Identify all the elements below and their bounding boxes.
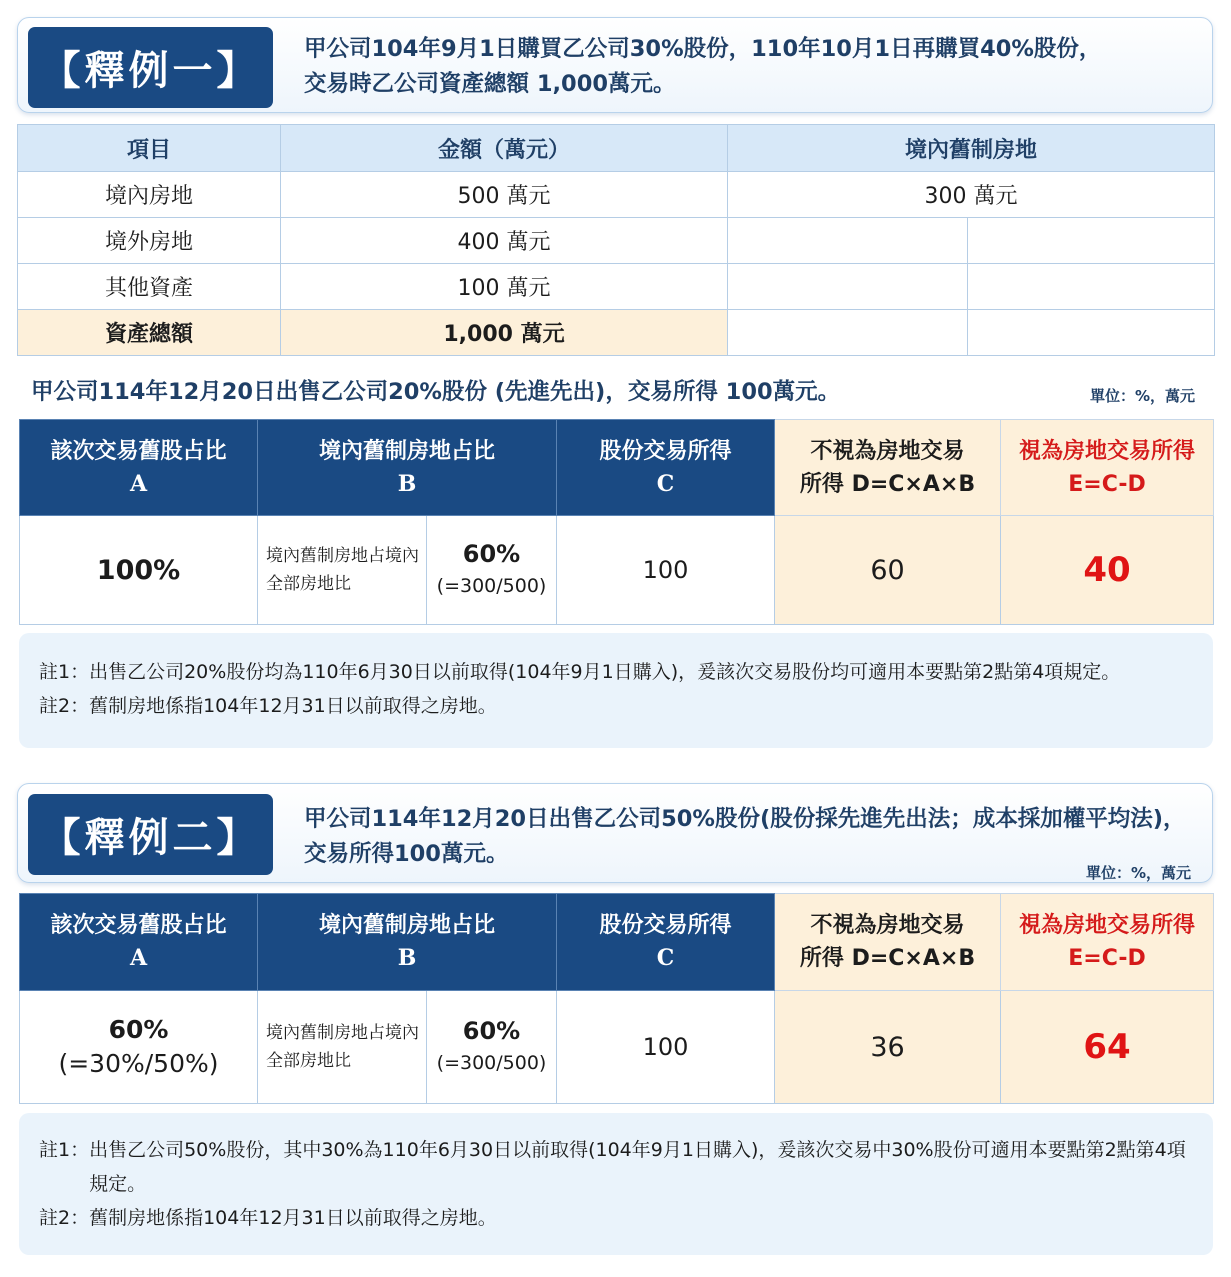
note-label: 註2： (39, 1207, 90, 1229)
header-a (20, 420, 258, 516)
header-d-label: 不視為房地交易 (810, 438, 965, 464)
value-b-calc: (=300/500) (436, 1052, 547, 1074)
header-e (1001, 420, 1214, 516)
note-label: 註2： (39, 695, 90, 717)
table-row (20, 516, 1214, 625)
asset-amount: 100 萬元 (281, 264, 728, 310)
note-line (39, 655, 1197, 689)
value-a-pct: 60% (108, 1015, 169, 1044)
header-a-symbol: A (129, 470, 148, 497)
header-e-formula: E=C-D (1068, 946, 1146, 971)
asset-empty (968, 310, 1215, 356)
header-c-label: 股份交易所得 (599, 913, 732, 938)
value-b-desc: 境內舊制房地占境內全部房地比 (258, 516, 427, 625)
value-b-calc: (=300/500) (436, 575, 547, 597)
calc-header-row (20, 894, 1214, 991)
example1-calc-table (19, 419, 1214, 625)
asset-old (728, 218, 968, 264)
example1-description (304, 32, 1202, 102)
asset-header-amount: 金額（萬元） (281, 125, 728, 172)
example2-badge: 【釋例二】 (28, 794, 273, 875)
value-b-pct: 60% (462, 1017, 521, 1045)
note-line (39, 1133, 1197, 1201)
table-row (18, 264, 1215, 310)
asset-old (728, 264, 968, 310)
value-e: 64 (1001, 991, 1214, 1104)
value-e: 40 (1001, 516, 1214, 625)
header-c-symbol: C (656, 470, 675, 497)
example1-notes (19, 633, 1213, 748)
value-b (427, 516, 557, 625)
example1-header (17, 17, 1213, 113)
asset-old (728, 310, 968, 356)
example2-unit-label: 單位：%，萬元 (1086, 864, 1192, 882)
header-a (20, 894, 258, 991)
value-d: 36 (775, 991, 1001, 1104)
value-b-desc: 境內舊制房地占境內全部房地比 (258, 991, 427, 1104)
value-a (20, 991, 258, 1104)
value-c: 100 (557, 516, 775, 625)
asset-header-item: 項目 (18, 125, 281, 172)
example1-desc-line2: 交易時乙公司資產總額 1,000萬元。 (304, 71, 676, 97)
note-label: 註1： (39, 661, 90, 683)
example2-header (17, 783, 1213, 883)
asset-header-old: 境內舊制房地 (728, 125, 1215, 172)
example2-calc-table (19, 893, 1214, 1104)
header-c-symbol: C (656, 945, 675, 971)
header-c (557, 894, 775, 991)
value-a-pct: 100% (96, 554, 181, 586)
example2-desc-line2: 交易所得100萬元。 (304, 841, 509, 867)
asset-old: 300 萬元 (728, 172, 1215, 218)
header-d-formula: 所得 D=C×A×B (799, 946, 976, 971)
example2-description (304, 802, 1202, 872)
asset-empty (968, 218, 1215, 264)
header-d (775, 894, 1001, 991)
header-b-symbol: B (397, 945, 417, 971)
asset-item-total: 資產總額 (18, 310, 281, 356)
note-line (39, 1201, 1197, 1235)
header-d (775, 420, 1001, 516)
asset-amount: 400 萬元 (281, 218, 728, 264)
note-line (39, 689, 1197, 723)
asset-item: 境內房地 (18, 172, 281, 218)
value-d: 60 (775, 516, 1001, 625)
header-a-label: 該次交易舊股占比 (50, 913, 227, 938)
example2-notes (19, 1113, 1213, 1255)
header-b (258, 420, 557, 516)
header-a-label: 該次交易舊股占比 (50, 438, 227, 464)
value-b-pct: 60% (462, 540, 521, 568)
table-row-total (18, 310, 1215, 356)
table-row (18, 218, 1215, 264)
header-b (258, 894, 557, 991)
table-row (18, 172, 1215, 218)
note-text: 舊制房地係指104年12月31日以前取得之房地。 (89, 1207, 497, 1229)
header-d-formula: 所得 D=C×A×B (799, 471, 976, 497)
value-a (20, 516, 258, 625)
note-label: 註1： (39, 1139, 90, 1161)
header-d-label: 不視為房地交易 (810, 913, 965, 938)
header-b-symbol: B (397, 470, 417, 497)
asset-table-header-row (18, 125, 1215, 172)
header-b-label: 境內舊制房地占比 (319, 913, 496, 938)
value-a-calc: (=30%/50%) (58, 1049, 219, 1078)
example2-desc-line1: 甲公司114年12月20日出售乙公司50%股份(股份採先進先出法；成本採加權平均法)， (304, 806, 1186, 832)
value-c: 100 (557, 991, 775, 1104)
header-c (557, 420, 775, 516)
header-a-symbol: A (129, 945, 148, 971)
asset-amount: 500 萬元 (281, 172, 728, 218)
note-text: 出售乙公司50%股份，其中30%為110年6月30日以前取得(104年9月1日購入)，爰該次交易中30%股份可適用本要點第2點第4項規定。 (89, 1139, 1186, 1195)
note-text: 舊制房地係指104年12月31日以前取得之房地。 (89, 695, 497, 717)
asset-empty (968, 264, 1215, 310)
example1-unit-label: 單位：%，萬元 (1090, 387, 1196, 405)
note-text: 出售乙公司20%股份均為110年6月30日以前取得(104年9月1日購入)，爰該次交易股份均可適用本要點第2點第4項規定。 (89, 661, 1121, 683)
asset-item: 其他資產 (18, 264, 281, 310)
example1-badge: 【釋例一】 (28, 27, 273, 108)
header-e-formula: E=C-D (1068, 471, 1146, 497)
asset-table (17, 124, 1215, 356)
value-b (427, 991, 557, 1104)
example1-desc-line1: 甲公司104年9月1日購買乙公司30%股份，110年10月1日再購買40%股份， (304, 36, 1102, 62)
asset-amount-total: 1,000 萬元 (281, 310, 728, 356)
example1-sale-title: 甲公司114年12月20日出售乙公司20%股份 (先進先出)，交易所得 100萬元。 (31, 379, 841, 405)
header-e (1001, 894, 1214, 991)
header-e-label: 視為房地交易所得 (1019, 913, 1196, 938)
header-e-label: 視為房地交易所得 (1019, 438, 1196, 464)
calc-header-row (20, 420, 1214, 516)
header-c-label: 股份交易所得 (599, 438, 732, 464)
table-row (20, 991, 1214, 1104)
asset-item: 境外房地 (18, 218, 281, 264)
header-b-label: 境內舊制房地占比 (319, 438, 496, 464)
